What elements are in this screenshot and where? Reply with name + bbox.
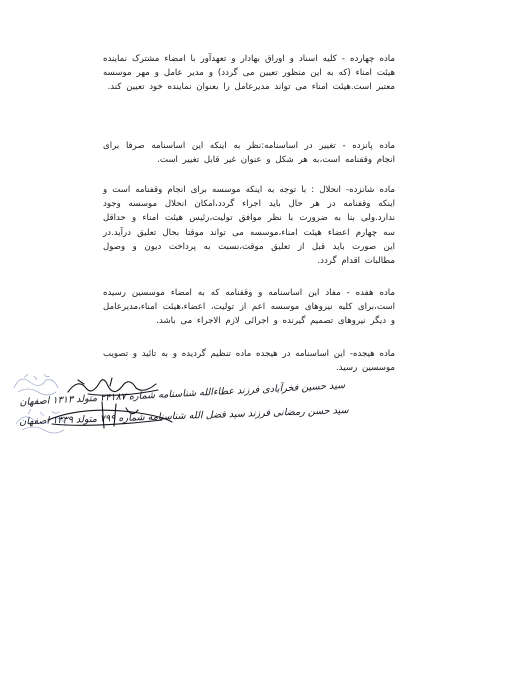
article-18-paragraph: ماده هیجده- این اساسنامه در هیجده ماده تنظیم گردیده و به تائید و تصویب موسسین رسید. bbox=[103, 349, 395, 374]
article-14-paragraph: ماده چهارده - کلیه اسناد و اوراق بهادار و تعهدآور با امضاء مشترک نماینده هیئت امناء (که به این منظور تعیین می گردد) و مدیر عامل و مهر موسسه معتبر است.هیئت امناء می تواند مدیرعامل را بعنوان نماینده خود تعیین کند. bbox=[103, 54, 395, 93]
article-17-paragraph: ماده هفده - مفاد این اساسنامه و وقفنامه که به امضاء موسسین رسیده است،برای کلیه نیروهای موسسه اعم از تولیت، اعضاء،هیئت امناء،مدیرعامل و دیگر نیروهای تصمیم گیرنده و اجرائی لازم الاجراء می باشد. bbox=[103, 288, 395, 327]
article-15-paragraph: ماده پانزده - تغییر در اساسنامه:نظر به اینکه این اساسنامه صرفا برای انجام وقفنامه است،به هر شکل و عنوان غیر قابل تغییر است. bbox=[103, 141, 395, 166]
signatory-1-handwritten-line: سید حسین فخرآبادی فرزند عطاءالله شناسنامه شماره ۲۴۱۸۷ متولد ۱۳۱۳ اصفهان bbox=[19, 380, 346, 409]
article-16-paragraph: ماده شانزده- انحلال : با توجه به اینکه موسسه برای انجام وقفنامه است و اینکه وقفنامه در هر حال باید اجراء گردد،امکان انحلال موسسه وجود ندارد.ولی بنا به ضرورت با نظر موافق تولیت،رئیس هیئت امناء و حداقل سه چهارم اعضاء هیئت امناء،موسسه می تواند موقتا بحال تعلیق درآید.در این صورت باید قبل از تعلیق موقت،نسبت به پرداخت دیون و وصول مطالبات اقدام گردد. bbox=[103, 185, 395, 267]
signatory-2-handwritten-line: سید حسن رمضانی فرزند سید فضل الله شناسنامه شماره ۷۹۹ متولد ۱۳۳۹ اصفهان bbox=[19, 405, 350, 428]
signature-2-scribble bbox=[42, 398, 178, 434]
